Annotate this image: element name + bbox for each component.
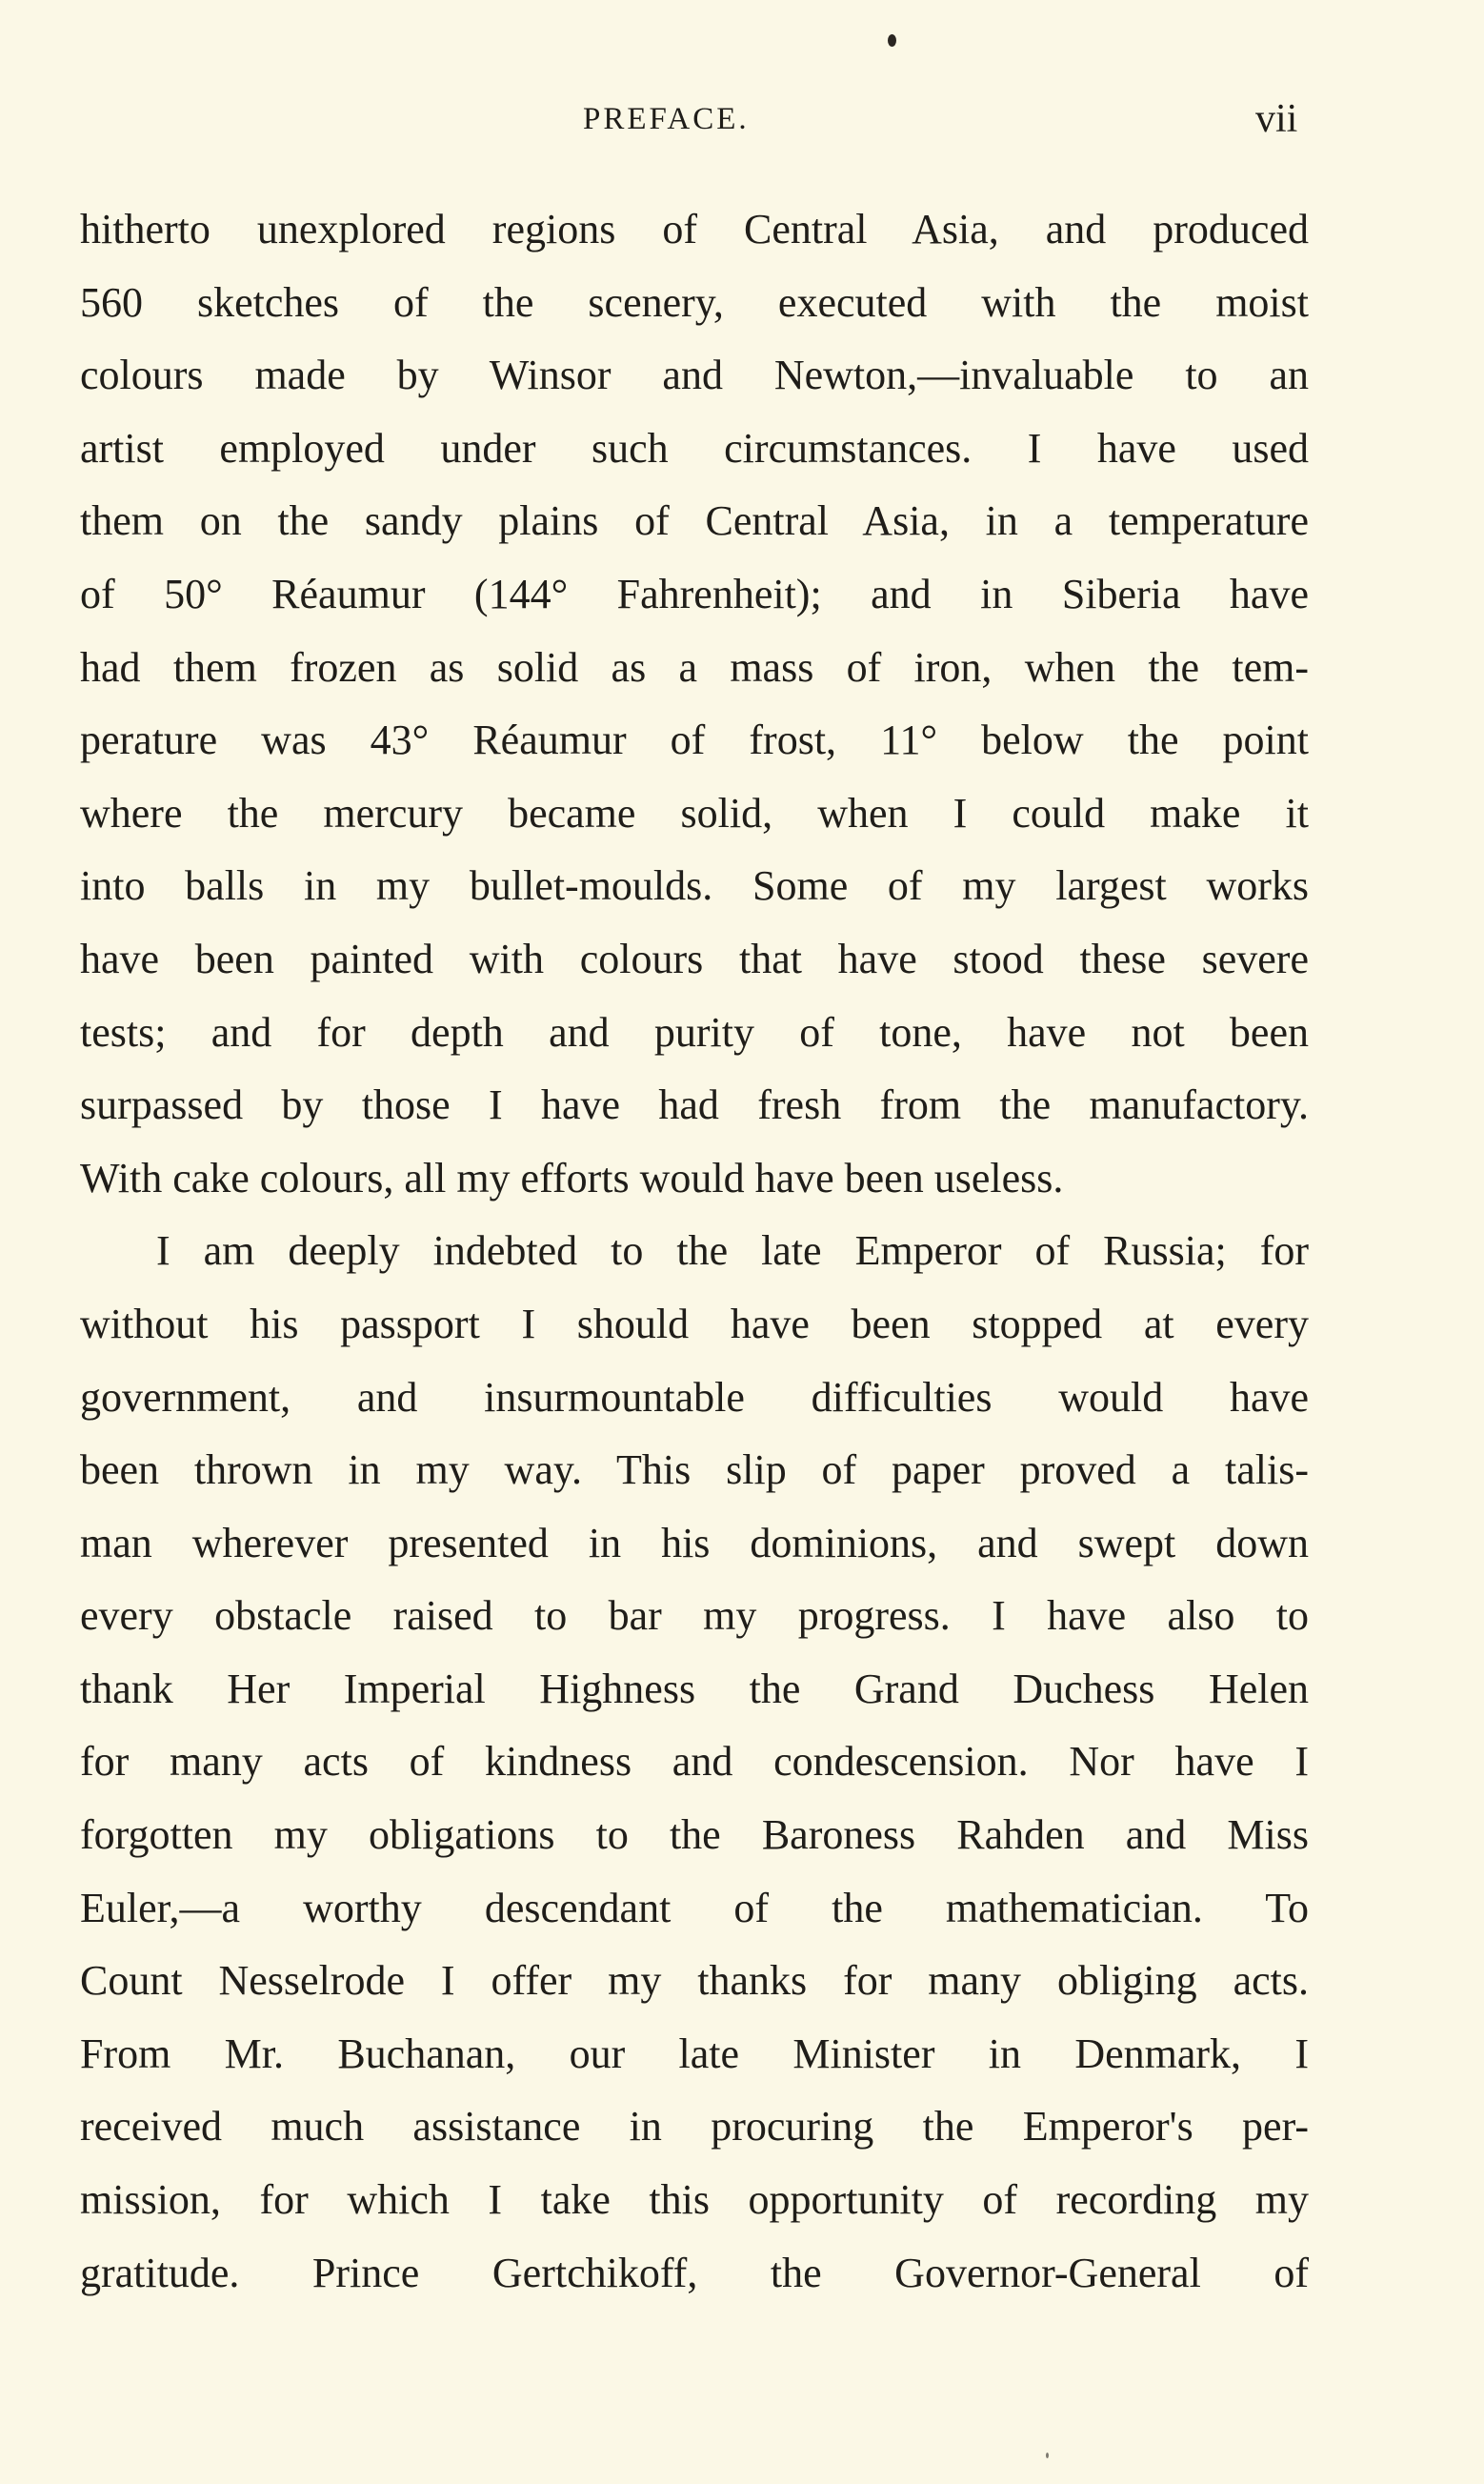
ink-speck [1046,2453,1049,2458]
text-line: government, and insurmountable difficulties would have [80,1373,1309,1421]
text-line: been thrown in my way. This slip of paper proved a talis- [80,1446,1309,1494]
text-line: thank Her Imperial Highness the Grand Duchess Helen [80,1665,1309,1712]
paragraph-start-line: I am deeply indebted to the late Emperor of Russia; for [156,1227,1309,1275]
body-text [80,193,1309,2310]
text-line: With cake colours, all my efforts would have been useless. [80,1154,1064,1202]
text-line: of 50° Réaumur (144° Fahrenheit); and in Siberia have [80,570,1309,617]
text-line: perature was 43° Réaumur of frost, 11° below the point [80,717,1309,764]
text-line: have been painted with colours that have stood these severe [80,935,1309,982]
text-line: artist employed under such circumstances. I have used [80,424,1309,472]
text-line: received much assistance in procuring the Emperor's per- [80,2103,1309,2151]
text-line: for many acts of kindness and condescension. Nor have I [80,1738,1309,1786]
text-line: where the mercury became solid, when I could make it [80,789,1309,837]
text-line: into balls in my bullet-moulds. Some of my largest works [80,862,1309,910]
text-line: man wherever presented in his dominions, and swept down [80,1519,1309,1566]
text-line: hitherto unexplored regions of Central Asia, and produced [80,206,1309,252]
text-line: colours made by Winsor and Newton,—invaluable to an [80,352,1309,399]
ink-speck [888,34,896,47]
text-line: every obstacle raised to bar my progress. I have also to [80,1592,1309,1640]
text-line: 560 sketches of the scenery, executed with the moist [80,278,1309,326]
text-line: From Mr. Buchanan, our late Minister in Denmark, I [80,2030,1309,2077]
text-line: had them frozen as solid as a mass of iron, when the tem- [80,643,1309,691]
running-head [0,91,1484,148]
text-line: mission, for which I take this opportunity of recording my [80,2176,1309,2224]
text-line: gratitude. Prince Gertchikoff, the Governor-General of [80,2249,1309,2296]
text-line: tests; and for depth and purity of tone, have not been [80,1008,1309,1056]
text-line: without his passport I should have been stopped at every [80,1300,1309,1347]
text-line: Euler,—a worthy descendant of the mathematician. To [80,1884,1309,1931]
text-line: Count Nesselrode I offer my thanks for many obliging acts. [80,1957,1309,2005]
text-line: forgotten my obligations to the Baroness Rahden and Miss [80,1811,1309,1859]
text-line: surpassed by those I have had fresh from the manufactory. [80,1081,1309,1129]
running-head-title: PREFACE. [583,102,750,136]
text-line: them on the sandy plains of Central Asia, in a temperature [80,497,1309,545]
page-number: vii [1255,97,1298,141]
